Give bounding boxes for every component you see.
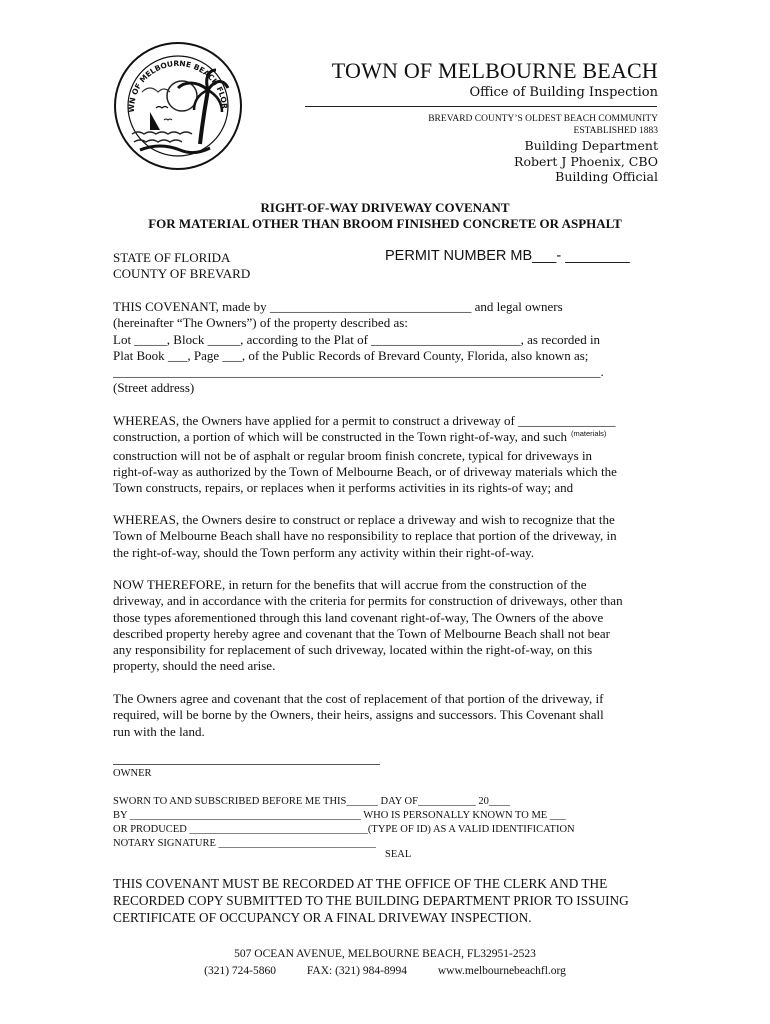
owner-label: OWNER: [113, 768, 152, 779]
cost-line-2: required, will be borne by the Owners, their heirs, assigns and successors. This Covenant shall: [113, 707, 604, 723]
state-county-block: [113, 250, 250, 282]
now-therefore-paragraph: [113, 577, 659, 675]
covenant-line-plat-book[interactable]: Plat Book ___, Page ___, of the Public Records of Brevard County, Florida, also known as;: [113, 347, 589, 363]
official-title: Building Official: [555, 169, 658, 184]
notary-block: [113, 795, 575, 851]
whereas-line-5: Town constructs, repairs, or replaces when it performs activities in its rights-of way; and: [113, 480, 574, 496]
covenant-line-hereinafter: (hereinafter “The Owners”) of the property described as:: [113, 315, 408, 331]
town-seal-logo: [112, 40, 244, 172]
whereas2-line-2: Town of Melbourne Beach shall have no responsibility to replace that portion of the driveway, in: [113, 528, 617, 544]
materials-caption: (materials): [570, 429, 607, 439]
covenant-parties-paragraph: [113, 299, 659, 397]
footer-address: 507 OCEAN AVENUE, MELBOURNE BEACH, FL32951-2523: [234, 948, 536, 960]
therefore-line-1: NOW THEREFORE, in return for the benefits that will accrue from the construction of the: [113, 577, 587, 592]
therefore-line-2: driveway, and in accordance with the criteria for permits for construction of driveways, other than: [113, 593, 623, 609]
notice-line-1: THIS COVENANT MUST BE RECORDED AT THE OFFICE OF THE CLERK AND THE: [113, 876, 608, 891]
whereas-line-3: construction will not be of asphalt or regular broom finish concrete, typical for driveways in: [113, 447, 593, 463]
whereas-permit-paragraph: [113, 413, 659, 496]
department-name: Building Department: [524, 138, 658, 153]
office-subtitle: Office of Building Inspection: [469, 85, 658, 100]
tagline-line-2: ESTABLISHED 1883: [573, 126, 658, 136]
notice-line-3: CERTIFICATE OF OCCUPANCY OR A FINAL DRIVEWAY INSPECTION.: [113, 910, 532, 925]
footer-phone: (321) 724-5860: [204, 965, 276, 977]
covenant-line-lot-block[interactable]: Lot _____, Block _____, according to the Plat of _______________________, as recorded in: [113, 331, 601, 347]
therefore-line-5: any responsibility for replacement of such driveway, located within the right-of-way, on this: [113, 642, 593, 658]
header-divider: [305, 106, 657, 107]
department-block: [514, 138, 658, 185]
town-name-heading: TOWN OF MELBOURNE BEACH: [331, 58, 658, 83]
notary-produced-line[interactable]: OR PRODUCED __________________________________(TYPE OF ID) AS A VALID IDENTIFICATION: [113, 824, 575, 835]
state-line: STATE OF FLORIDA: [113, 250, 231, 265]
footer-contact-row: [0, 963, 770, 980]
therefore-line-4: described property hereby agree and covenant that the Town of Melbourne Beach shall not bear: [113, 625, 610, 641]
community-tagline: [428, 113, 658, 137]
cost-line-1: The Owners agree and covenant that the cost of replacement of that portion of the driveway, if: [113, 691, 604, 706]
cost-covenant-paragraph: [113, 691, 659, 740]
notice-line-2: RECORDED COPY SUBMITTED TO THE BUILDING DEPARTMENT PRIOR TO ISSUING: [113, 893, 629, 908]
seal-ring-text: WN OF MELBOURNE BEACH FLOR: [126, 58, 230, 113]
recording-notice: [113, 875, 673, 926]
title-line-1: RIGHT-OF-WAY DRIVEWAY COVENANT: [260, 200, 510, 215]
whereas-line-4: right-of-way as authorized by the Town of Melbourne Beach, or of driveway materials which the: [113, 463, 617, 479]
owner-signature-line[interactable]: [113, 764, 380, 765]
street-address-blank[interactable]: ___________________________________________________________________________.: [113, 364, 604, 380]
cost-line-3: run with the land.: [113, 723, 205, 739]
covenant-line-owners[interactable]: THIS COVENANT, made by _______________________________ and legal owners: [113, 299, 563, 314]
title-line-2: FOR MATERIAL OTHER THAN BROOM FINISHED CONCRETE OR ASPHALT: [148, 216, 622, 231]
whereas2-line-1: WHEREAS, the Owners desire to construct or replace a driveway and wish to recognize that the: [113, 512, 615, 527]
footer-website-link[interactable]: www.melbournebeachfl.org: [437, 965, 566, 977]
notary-by-line[interactable]: BY ____________________________________________ WHO IS PERSONALLY KNOWN TO ME ___: [113, 810, 566, 821]
permit-number-field[interactable]: PERMIT NUMBER MB___- ________: [385, 248, 630, 264]
footer-fax: FAX: (321) 984-8994: [306, 965, 407, 977]
tagline-line-1: BREVARD COUNTY’S OLDEST BEACH COMMUNITY: [428, 114, 658, 124]
county-line: COUNTY OF BREVARD: [113, 266, 251, 281]
whereas-line-2-text: construction, a portion of which will be constructed in the Town right-of-way, and such: [113, 429, 567, 445]
notary-signature-line[interactable]: NOTARY SIGNATURE ______________________________: [113, 838, 377, 849]
official-name: Robert J Phoenix, CBO: [514, 153, 658, 169]
whereas-line-1[interactable]: WHEREAS, the Owners have applied for a permit to construct a driveway of _______________: [113, 413, 616, 428]
therefore-line-6: property, should the need arise.: [113, 658, 276, 674]
notary-sworn-line[interactable]: SWORN TO AND SUBSCRIBED BEFORE ME THIS______ DAY OF___________ 20____: [113, 796, 510, 807]
whereas2-line-3: the right-of-way, should the Town perform any activity within their right-of-way.: [113, 544, 535, 560]
seal-label: SEAL: [385, 849, 412, 860]
whereas-line-2: [113, 429, 659, 447]
document-title: [0, 200, 770, 232]
street-address-label: (Street address): [113, 380, 195, 396]
footer-contact: [0, 946, 770, 980]
whereas-desire-paragraph: [113, 512, 659, 561]
therefore-line-3: those types aforementioned through this land covenant right-of-way, The Owners of the above: [113, 609, 604, 625]
